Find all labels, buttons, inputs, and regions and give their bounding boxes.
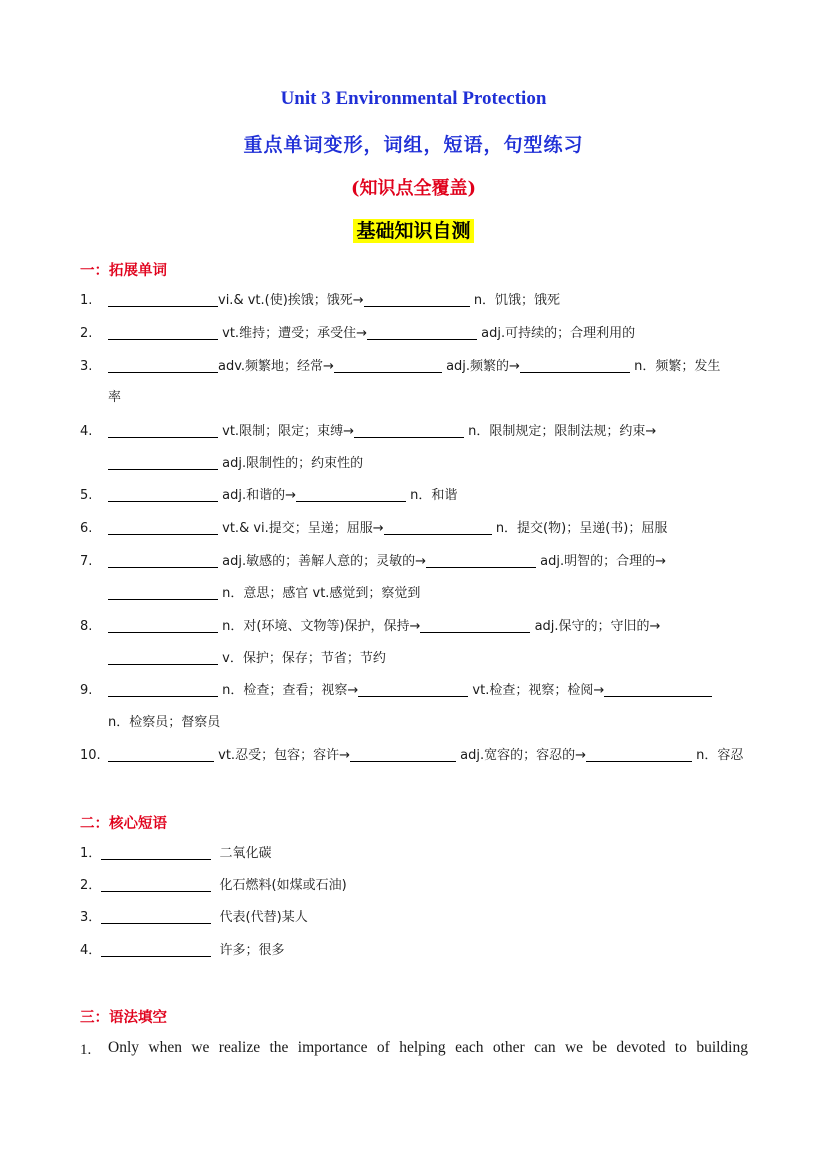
item-text: adj.明智的；合理的→ [540,554,666,569]
item-text: vt.维持；遭受；承受住→ [222,326,367,341]
answer-blank[interactable] [108,455,218,470]
answer-blank[interactable] [367,325,477,340]
answer-blank[interactable] [101,909,211,924]
answer-blank[interactable] [108,292,218,307]
item-text: adj.保守的；守旧的→ [534,619,661,634]
item-text: adj.宽容的；容忍的→ [460,748,586,763]
item-number: 7. [80,554,93,569]
word-item-9 [108,682,712,700]
answer-blank[interactable] [108,423,218,438]
answer-blank[interactable] [101,877,211,892]
subtitle: (知识点全覆盖) [350,178,477,199]
item-number: 8. [80,619,93,634]
answer-blank[interactable] [426,553,536,568]
word-item-9-cont: n．检察员；督察员 [108,715,221,730]
item-number: 9. [80,683,93,698]
item-text: n．和谐 [410,488,458,503]
word-item-7 [108,553,666,571]
word-item-8-cont [108,650,386,668]
item-text: 代表(代替)某人 [219,910,308,925]
phrase-item-1 [80,845,272,863]
word-item-1 [108,292,560,310]
item-text: 化石燃料(如煤或石油) [219,878,347,893]
answer-blank[interactable] [108,682,218,697]
answer-blank[interactable] [108,747,214,762]
item-text: vt.& vi.提交；呈递；屈服→ [222,521,384,536]
answer-blank[interactable] [350,747,456,762]
section-heading-phrases: 二：核心短语 [80,816,167,832]
item-text: vt.检查；视察；检阅→ [472,683,605,698]
word-item-4 [108,423,656,441]
highlight-heading [0,216,827,243]
answer-blank[interactable] [101,845,211,860]
answer-blank[interactable] [108,325,218,340]
word-item-2 [108,325,635,343]
word-item-3 [108,358,720,376]
item-text: n．限制规定；限制法规；约束→ [468,424,657,439]
item-number: 10. [80,748,101,763]
answer-blank[interactable] [108,487,218,502]
item-text: n．频繁；发生 [634,359,721,374]
word-item-6 [108,520,667,538]
item-text: adj.频繁的→ [446,359,520,374]
item-number: 3． [80,910,102,925]
item-text: n．意思；感官 vt.感觉到；察觉到 [222,586,421,601]
section-heading-grammar: 三：语法填空 [80,1010,167,1026]
answer-blank[interactable] [108,520,218,535]
item-text: 二氧化碳 [219,846,272,861]
phrase-item-4 [80,942,285,960]
item-number: 1． [80,846,102,861]
section-heading-words: 一：拓展单词 [80,263,167,279]
item-number: 5. [80,488,93,503]
item-number: 1. [80,293,93,308]
word-item-7-cont [108,585,420,603]
phrase-item-2 [80,877,347,895]
item-number: 2． [80,878,102,893]
item-text: n．容忍 [696,748,744,763]
unit-title: Unit 3 Environmental Protection [280,88,547,109]
item-text: adj.可持续的；合理利用的 [481,326,636,341]
phrase-item-3 [80,909,308,927]
word-item-5 [108,487,457,505]
item-number: 4. [80,424,93,439]
answer-blank[interactable] [334,358,442,373]
item-text: adv.频繁地；经常→ [218,359,334,374]
word-item-8 [108,618,660,636]
word-item-4-cont [108,455,363,473]
word-item-3-cont: 率 [108,390,122,405]
grammar-sentence-1: Only when we realize the importance of helping each other can we be devoted to building [108,1039,748,1056]
item-text: adj.敏感的；善解人意的；灵敏的→ [222,554,426,569]
answer-blank[interactable] [364,292,470,307]
answer-blank[interactable] [586,747,692,762]
answer-blank[interactable] [108,553,218,568]
item-text: n．饥饿；饿死 [473,293,561,308]
item-text: vt.忍受；包容；容许→ [218,748,350,763]
item-text: v．保护；保存；节省；节约 [222,651,386,666]
answer-blank[interactable] [520,358,630,373]
chinese-title: 重点单词变形，词组，短语，句型练习 [243,134,584,156]
item-text: adj.和谐的→ [222,488,296,503]
item-text: n．对(环境、文物等)保护，保持→ [222,619,421,634]
item-number: 4． [80,943,102,958]
answer-blank[interactable] [108,650,218,665]
word-item-10 [108,747,743,765]
item-number: 3. [80,359,93,374]
answer-blank[interactable] [354,423,464,438]
answer-blank[interactable] [296,487,406,502]
answer-blank[interactable] [108,358,218,373]
item-text: adj.限制性的；约束性的 [222,456,364,471]
highlight-text: 基础知识自测 [353,219,473,243]
answer-blank[interactable] [604,682,712,697]
answer-blank[interactable] [384,520,492,535]
item-text: n．检查；查看；视察→ [222,683,359,698]
item-number: 6. [80,521,93,536]
item-text: vt.限制；限定；束缚→ [222,424,354,439]
item-text: n．提交(物)；呈递(书)；屈服 [495,521,668,536]
item-text: 许多；很多 [219,943,285,958]
item-text: vi.& vt.(使)挨饿；饿死→ [218,293,364,308]
item-number: 1. [80,1042,92,1058]
answer-blank[interactable] [108,585,218,600]
answer-blank[interactable] [420,618,530,633]
item-number: 2. [80,326,93,341]
answer-blank[interactable] [358,682,468,697]
answer-blank[interactable] [108,618,218,633]
answer-blank[interactable] [101,942,211,957]
